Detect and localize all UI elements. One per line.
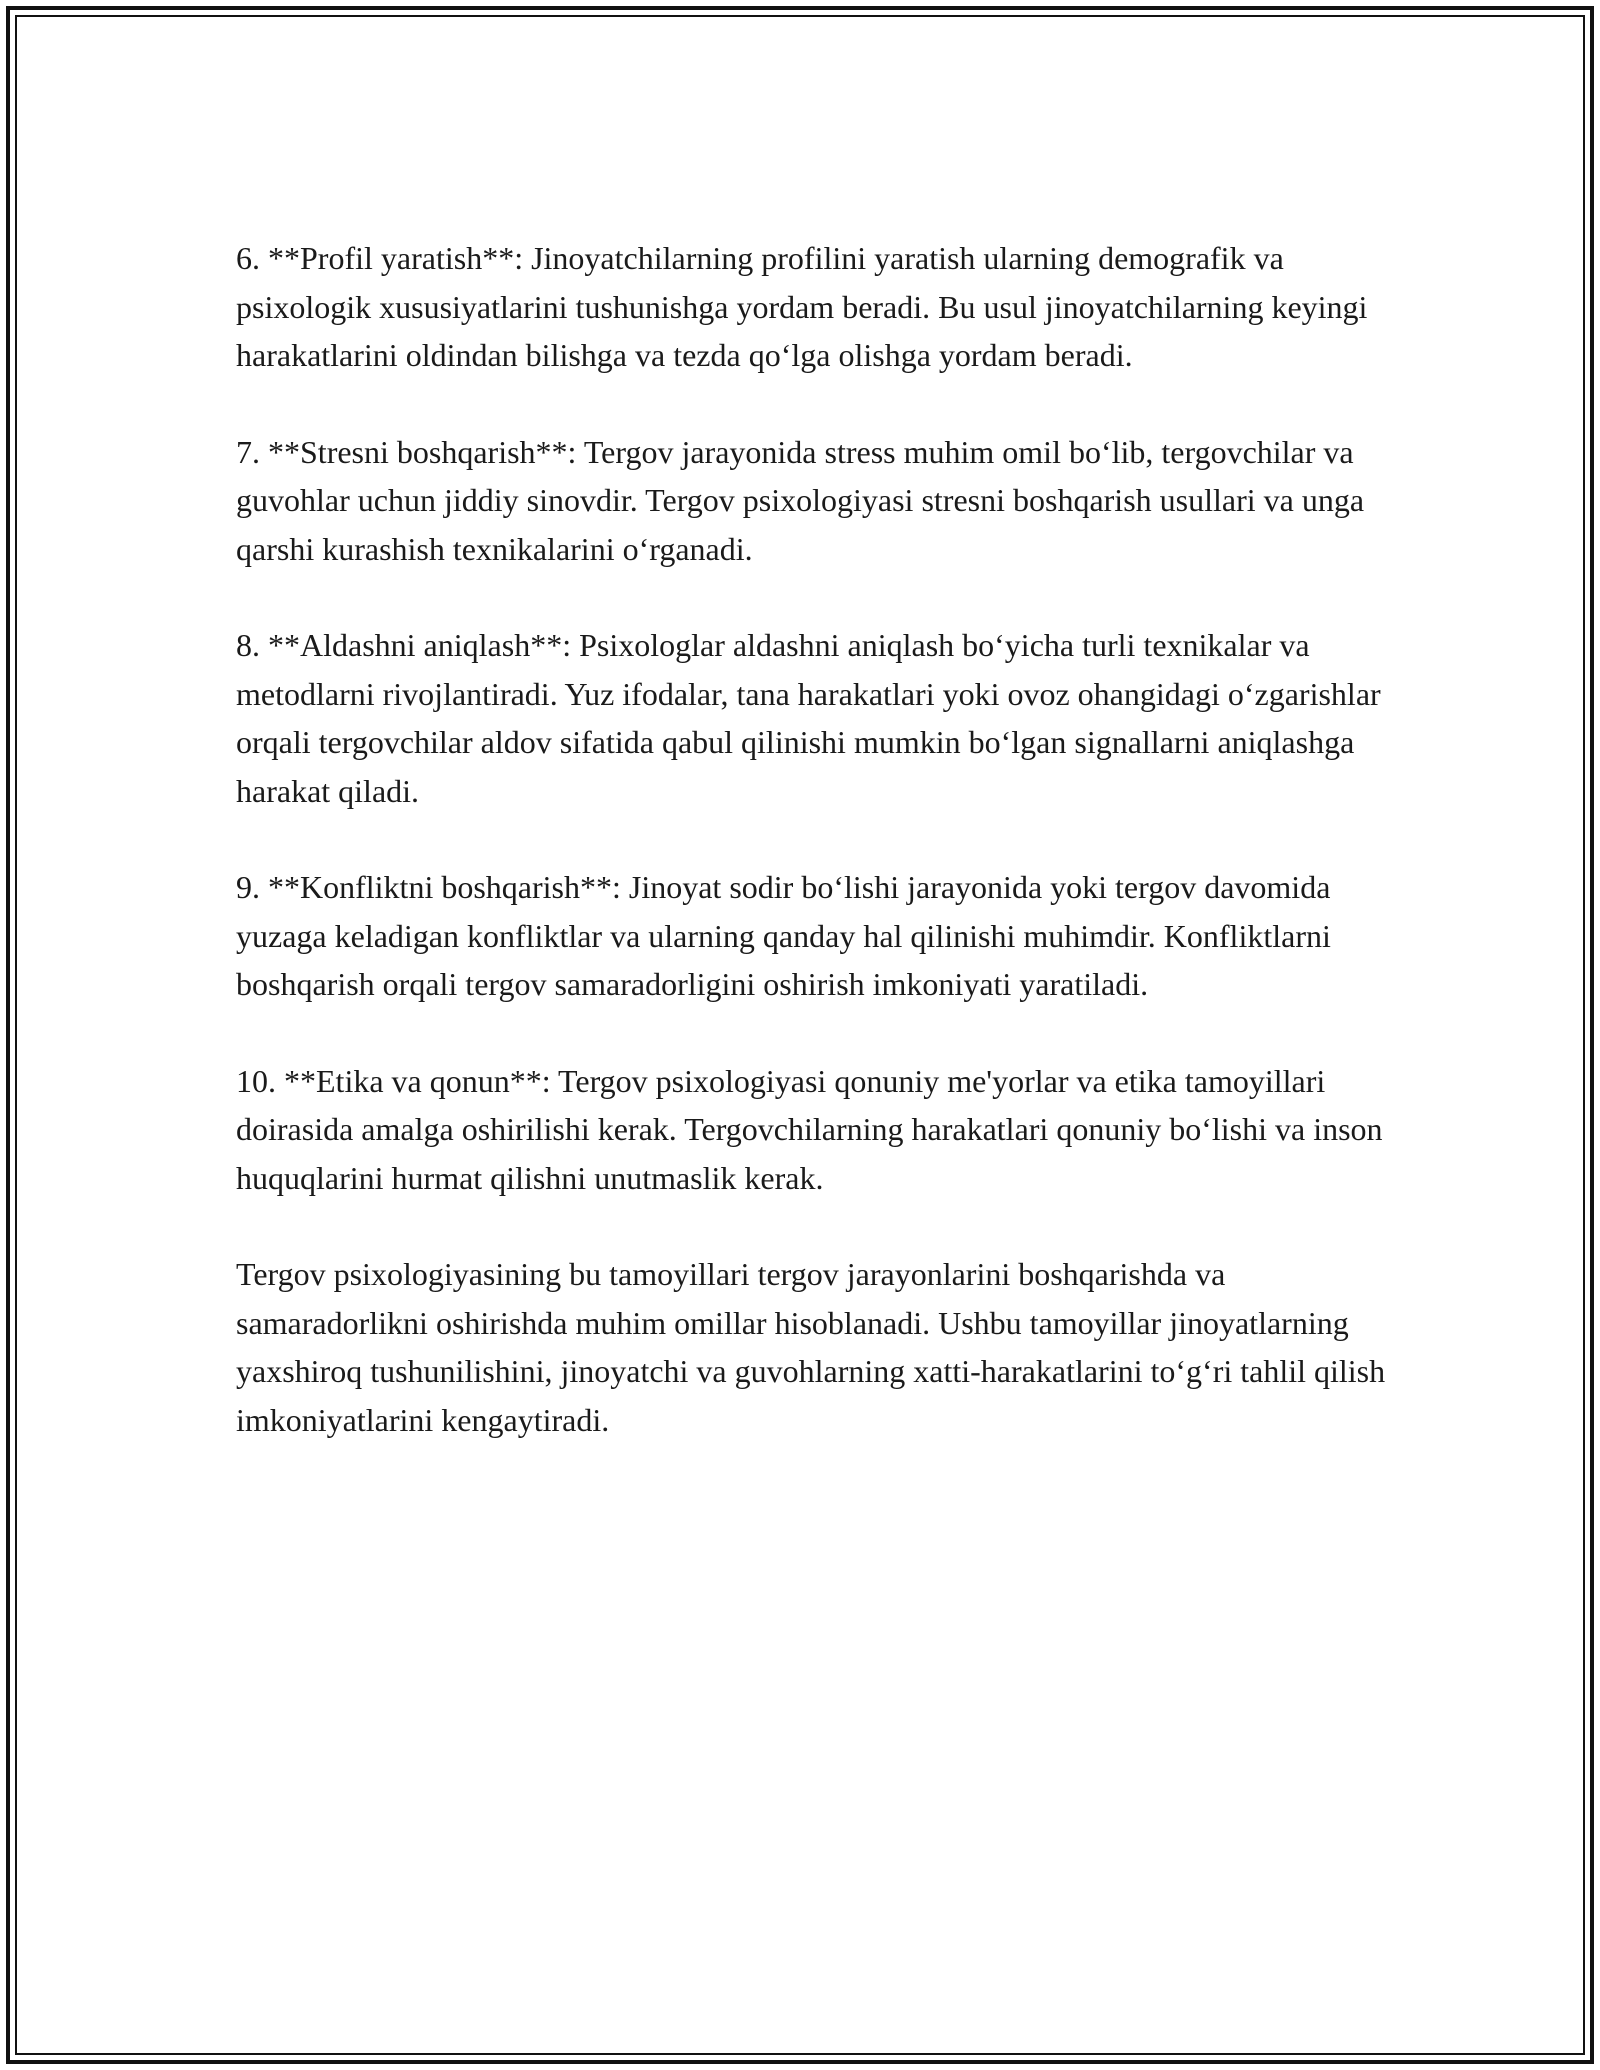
paragraph-stresni-boshqarish: 7. **Stresni boshqarish**: Tergov jarayonida stress muhim omil bo‘lib, tergovchilar va guvohlar uchun jiddiy sinovdir. Tergov psixologiyasi stresni boshqarish usullari va unga qarshi kurashish texnikalarini o‘rganadi. xyxy=(236,433,1365,567)
paragraph-etika-va-qonun: 10. **Etika va qonun**: Tergov psixologiyasi qonuniy me'yorlar va etika tamoyillari doirasida amalga oshirilishi kerak. Tergovchilarning harakatlari qonuniy bo‘lishi va inson huquqlarini hurmat qilishni unutmaslik kerak. xyxy=(236,1062,1383,1196)
document-body xyxy=(236,234,1386,1444)
paragraph-profil-yaratish: 6. **Profil yaratish**: Jinoyatchilarning profilini yaratish ularning demografik va psixologik xususiyatlarini tushunishga yordam beradi. Bu usul jinoyatchilarning keyingi harakatlarini oldindan bilishga va tezda qo‘lga olishga yordam beradi. xyxy=(236,240,1368,373)
paragraph-aldashni-aniqlash: 8. **Aldashni aniqlash**: Psixologlar aldashni aniqlash bo‘yicha turli texnikalar va metodlarni rivojlantiradi. Yuz ifodalar, tana harakatlari yoki ovoz ohangidagi o‘zgarishlar orqali tergovchilar aldov sifatida qabul qilinishi mumkin bo‘lgan signallarni aniqlashga harakat qiladi. xyxy=(236,627,1381,809)
paragraph-conclusion: Tergov psixologiyasining bu tamoyillari tergov jarayonlarini boshqarishda va samaradorlikni oshirishda muhim omillar hisoblanadi. Ushbu tamoyillar jinoyatlarning yaxshiroq tushunilishini, jinoyatchi va guvohlarning xatti-harakatlarini to‘g‘ri tahlil qilish imkoniyatlarini kengaytiradi. xyxy=(236,1256,1386,1438)
paragraph-konfliktni-boshqarish: 9. **Konfliktni boshqarish**: Jinoyat sodir bo‘lishi jarayonida yoki tergov davomida yuzaga keladigan konfliktlar va ularning qanday hal qilinishi muhimdir. Konfliktlarni boshqarish orqali tergov samaradorligini oshirish imkoniyati yaratiladi. xyxy=(236,869,1331,1002)
